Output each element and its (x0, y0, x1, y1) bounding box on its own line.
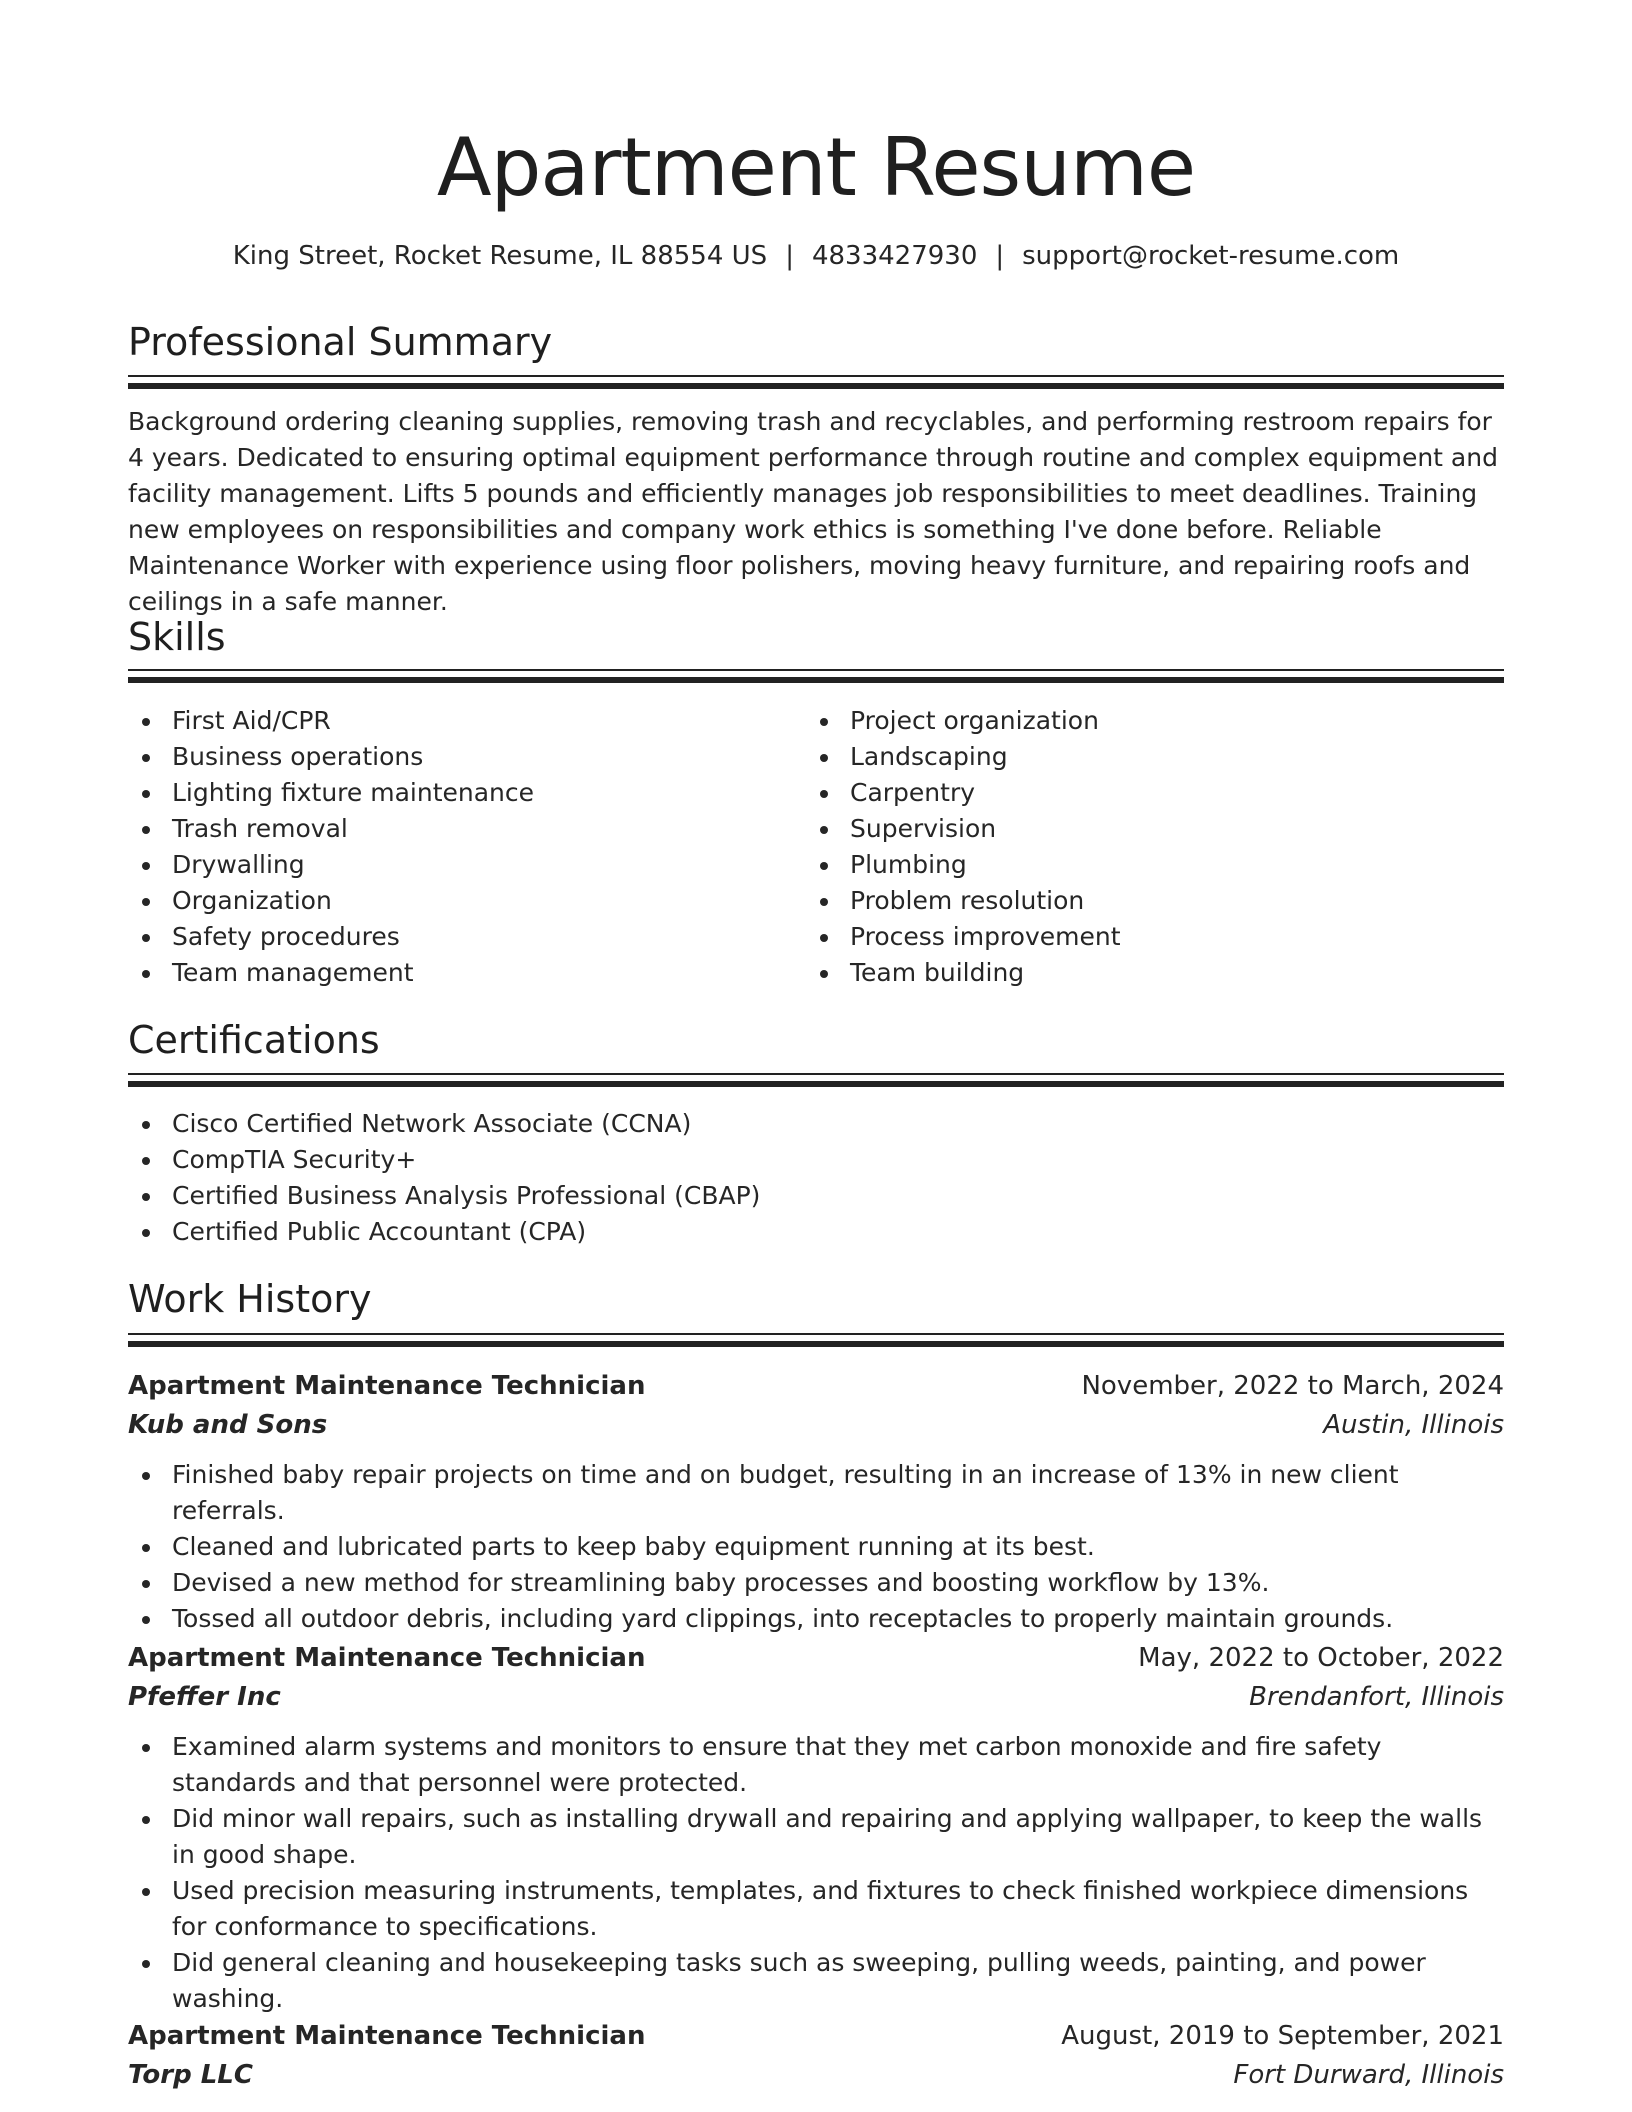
skill-item: Plumbing (806, 847, 1466, 883)
skills-column-right (806, 703, 1466, 991)
resume-name: Apartment Resume (436, 121, 1196, 214)
contact-line (128, 238, 1504, 274)
job-header (128, 2017, 1504, 2095)
skill-item: Carpentry (806, 775, 1466, 811)
skill-item: Drywalling (128, 847, 788, 883)
job-bullet: Did general cleaning and housekeeping tasks such as sweeping, pulling weeds, painting, and power washing. (128, 1945, 1504, 2017)
contact-separator: | (785, 241, 794, 271)
skill-item: Lighting fixture maintenance (128, 775, 788, 811)
section-title-summary: Professional Summary (128, 320, 553, 364)
section-rule (128, 669, 1504, 683)
certification-item: CompTIA Security+ (128, 1142, 1504, 1178)
skill-item: Safety procedures (128, 919, 788, 955)
section-title-skills: Skills (128, 615, 226, 659)
job-bullets (128, 1457, 1504, 1637)
section-title-work-history: Work History (128, 1277, 372, 1321)
job-dates: November, 2022 to March, 2024 (1081, 1371, 1504, 1401)
section-title-certifications: Certifications (128, 1018, 380, 1062)
skill-item: Project organization (806, 703, 1466, 739)
skill-item: Organization (128, 883, 788, 919)
job-company: Torp LLC (128, 2060, 253, 2090)
skills-list-right (806, 703, 1466, 991)
job-bullet: Used precision measuring instruments, templates, and fixtures to check finished workpiece dimensions for conformance to specifications. (128, 1873, 1504, 1945)
skills-list-left (128, 703, 788, 991)
job-location: Austin, Illinois (1323, 1410, 1504, 1440)
job-bullet: Devised a new method for streamlining baby processes and boosting workflow by 13%. (128, 1565, 1504, 1601)
job-header (128, 1639, 1504, 1717)
skill-item: Landscaping (806, 739, 1466, 775)
job-company: Kub and Sons (128, 1410, 328, 1440)
job-title: Apartment Maintenance Technician (128, 2021, 646, 2051)
job-bullet: Cleaned and lubricated parts to keep baby equipment running at its best. (128, 1529, 1504, 1565)
job-company: Pfeffer Inc (128, 1682, 281, 1712)
section-rule (128, 1333, 1504, 1347)
skill-item: Trash removal (128, 811, 788, 847)
job-dates: May, 2022 to October, 2022 (1138, 1643, 1504, 1673)
job-title: Apartment Maintenance Technician (128, 1643, 646, 1673)
skills-column-left (128, 703, 788, 991)
certification-item: Certified Business Analysis Professional (CBAP) (128, 1178, 1504, 1214)
job-bullet: Tossed all outdoor debris, including yard clippings, into receptacles to properly maintain grounds. (128, 1601, 1504, 1637)
section-rule (128, 375, 1504, 389)
certification-item: Cisco Certified Network Associate (CCNA) (128, 1106, 1504, 1142)
job-entry (128, 1367, 1504, 1637)
job-bullets (128, 1729, 1504, 2017)
summary-text: Background ordering cleaning supplies, removing trash and recyclables, and performing restroom repairs for 4 years. Dedicated to ensuring optimal equipment performance through routine and complex equipment and facility management. Lifts 5 pounds and efficiently manages job responsibilities to meet deadlines. Training new employees on responsibilities and company work ethics is something I've done before. Reliable Maintenance Worker with experience using floor polishers, moving heavy furniture, and repairing roofs and ceilings in a safe manner. (128, 407, 1498, 616)
job-header (128, 1367, 1504, 1445)
job-title: Apartment Maintenance Technician (128, 1371, 646, 1401)
skill-item: Supervision (806, 811, 1466, 847)
job-bullet: Finished baby repair projects on time and on budget, resulting in an increase of 13% in new client referrals. (128, 1457, 1504, 1529)
contact-phone: 4833427930 (811, 241, 978, 271)
job-entry (128, 1639, 1504, 2017)
contact-separator: | (995, 241, 1005, 271)
job-dates: August, 2019 to September, 2021 (1061, 2021, 1504, 2051)
skill-item: Process improvement (806, 919, 1466, 955)
job-entry (128, 2017, 1504, 2095)
job-location: Fort Durward, Illinois (1233, 2060, 1504, 2090)
skill-item: First Aid/CPR (128, 703, 788, 739)
job-bullet: Examined alarm systems and monitors to ensure that they met carbon monoxide and fire safety standards and that personnel were protected. (128, 1729, 1504, 1801)
contact-address: King Street, Rocket Resume, IL 88554 US (232, 241, 768, 271)
section-rule (128, 1073, 1504, 1087)
certifications-block (128, 1106, 1504, 1250)
skill-item: Problem resolution (806, 883, 1466, 919)
contact-email: support@rocket-resume.com (1022, 241, 1400, 271)
skill-item: Team building (806, 955, 1466, 991)
certifications-list (128, 1106, 1504, 1250)
certification-item: Certified Public Accountant (CPA) (128, 1214, 1504, 1250)
job-location: Brendanfort, Illinois (1249, 1682, 1504, 1712)
job-bullet: Did minor wall repairs, such as installing drywall and repairing and applying wallpaper, to keep the walls in good shape. (128, 1801, 1504, 1873)
skill-item: Business operations (128, 739, 788, 775)
skill-item: Team management (128, 955, 788, 991)
